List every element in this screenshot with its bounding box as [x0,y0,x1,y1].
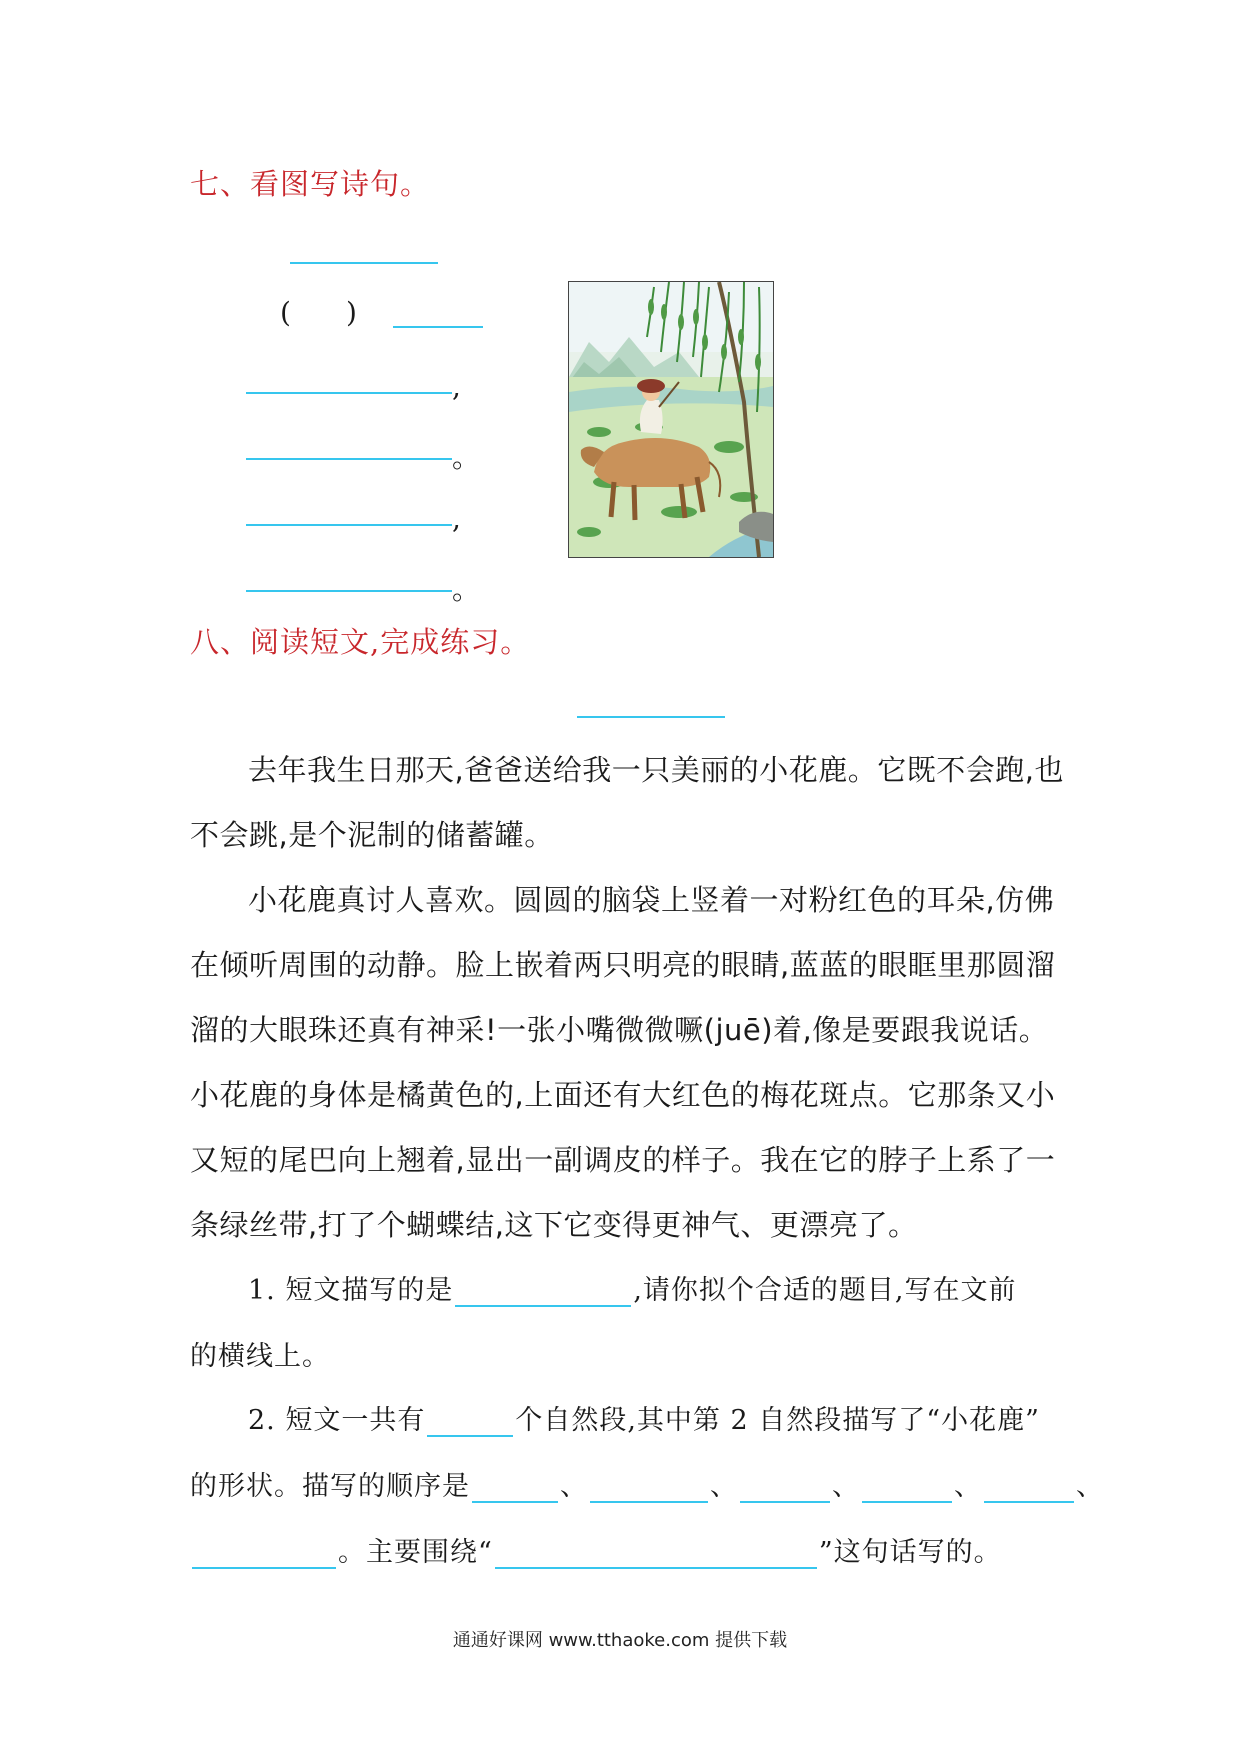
question-1-line-1 [248,1268,1017,1307]
question-2-text-e: ”这句话写的。 [818,1537,1002,1568]
poem-illustration [568,281,774,558]
question-2-text-b: 个自然段,其中第 2 自然段描写了“小花鹿” [515,1405,1040,1436]
separator: 、 [1076,1471,1104,1502]
essay-title-blank[interactable] [577,716,725,718]
question-2-line-2 [190,1464,1104,1503]
footer-credit: 通通好课网 www.tthaoke.com 提供下载 [452,1630,788,1651]
poem-title-blank[interactable] [290,262,438,264]
section8-heading: 八、阅读短文,完成练习。 [190,625,531,659]
q2-paragraph-count-blank[interactable] [427,1405,513,1437]
poem-line-4-punct: 。 [452,573,481,606]
poet-blank[interactable] [393,326,483,328]
poem-line-1-blank[interactable] [246,392,452,394]
separator: 、 [560,1471,588,1502]
separator: 、 [832,1471,860,1502]
question-2-text-a: 2. 短文一共有 [248,1405,426,1436]
paragraph-1: 去年我生日那天,爸爸送给我一只美丽的小花鹿。它既不会跑,也不会跳,是个泥制的储蓄罐。 [190,753,1064,852]
paren-open: ( [280,296,291,329]
order-blank-4[interactable] [862,1471,952,1503]
poem-line-3-blank[interactable] [246,524,452,526]
buffalo-boy-illustration [569,282,773,557]
question-2-line-3 [190,1530,1002,1569]
poem-line-1-punct: , [452,370,461,403]
poem-line-4-blank[interactable] [246,590,452,592]
question-1-text-c: 的横线上。 [190,1341,330,1372]
order-blank-5[interactable] [984,1471,1074,1503]
q1-subject-blank[interactable] [455,1275,631,1307]
order-blank-2[interactable] [590,1471,708,1503]
question-1-line-2 [190,1334,330,1373]
order-blank-1[interactable] [472,1471,558,1503]
separator: 、 [710,1471,738,1502]
paragraph-2: 小花鹿真讨人喜欢。圆圆的脑袋上竖着一对粉红色的耳朵,仿佛在倾听周围的动静。脸上嵌着两只明亮的眼睛,蓝蓝的眼眶里那圆溜溜的大眼珠还真有神采!一张小嘴微微噘(juē)着,像是要跟我说话。小花鹿的身体是橘黄色的,上面还有大红色的梅花斑点。它那条又小又短的尾巴向上翘着,显出一副调皮的样子。我在它的脖子上系了一条绿丝带,打了个蝴蝶结,这下它变得更神气、更漂亮了。 [190,883,1056,1242]
question-2-line-1 [248,1398,1040,1437]
poem-line-2-punct: 。 [452,441,481,474]
poem-line-2-blank[interactable] [246,458,452,460]
question-1-text-a: 1. 短文描写的是 [248,1275,454,1306]
paren-close: ) [346,296,357,329]
order-blank-6[interactable] [192,1537,336,1569]
poem-line-3-punct: , [452,502,461,535]
question-2-text-d: 。主要围绕“ [338,1537,493,1568]
order-blank-3[interactable] [740,1471,830,1503]
separator: 、 [954,1471,982,1502]
section7-heading: 七、看图写诗句。 [190,167,431,201]
key-sentence-blank[interactable] [495,1537,817,1569]
question-1-text-b: ,请你拟个合适的题目,写在文前 [633,1275,1017,1306]
question-2-text-c: 的形状。描写的顺序是 [190,1471,470,1502]
